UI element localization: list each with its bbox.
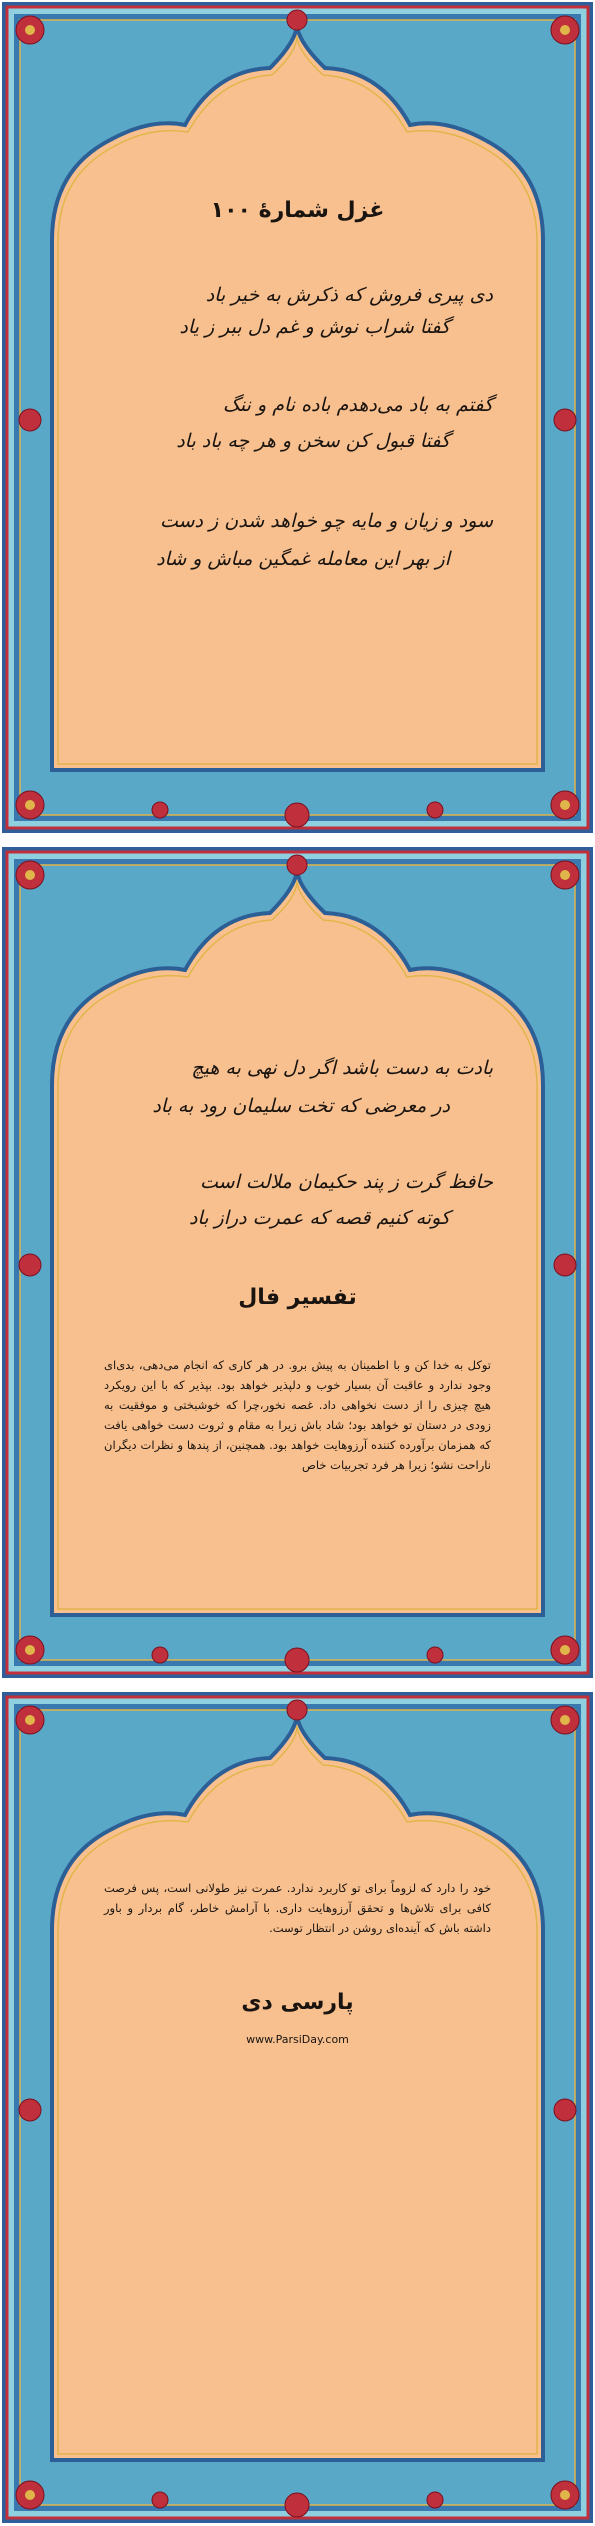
brand-title: پارسی دی xyxy=(241,1990,354,2015)
page-2 xyxy=(0,845,595,1680)
verse-4b: در معرضی که تخت سلیمان رود به باد xyxy=(152,1095,450,1117)
verse-2b: گفتا قبول کن سخن و هر چه باد باد xyxy=(176,430,450,452)
page-1 xyxy=(0,0,595,835)
verse-4a: بادت به دست باشد اگر دل نهی به هیچ xyxy=(191,1057,493,1079)
ghazal-title: غزل شمارهٔ ۱۰۰ xyxy=(210,198,385,223)
interpretation-paragraph-2: خود را دارد که لزوماً برای تو کاربرد ندارد. عمرت نیز طولانی است، پس فرصت کافی برای تلاش‌ها و تحقق آرزوهایت داری. با آرامش خاطر، گام بردار و باور داشته باش که آینده‌ای روشن در انتظار توست. xyxy=(104,1881,491,1935)
verse-3b: از بهر این معامله غمگین مباش و شاد xyxy=(156,548,450,570)
page-3 xyxy=(0,1690,595,2525)
site-url[interactable]: www.ParsiDay.com xyxy=(246,2033,349,2046)
verse-1a: دی پیری فروش که ذکرش به خیر باد xyxy=(205,284,493,306)
interpretation-paragraph-1: توکل به خدا کن و با اطمینان به پیش برو. در هر کاری که انجام می‌دهی، بدی‌ای وجود ندارد و عاقبت آن بسیار خوب و دلپذیر خواهد بود. بپذیر که با این رویکرد هیچ چیزی را از دست نخواهی داد. غصه نخور،چرا که خوشبختی و موفقیت به زودی در دستان تو خواهد بود؛ شاد باش زیرا به مقام و ثروت دست خواهی یافت که همزمان برآورده کننده آرزوهایت خواهد بود. همچنین، از پندها و نظرات دیگران ناراحت نشو؛ زیرا هر فرد تجربیات خاص xyxy=(104,1358,491,1472)
ornamental-frame xyxy=(0,1690,595,2525)
ornamental-frame xyxy=(0,845,595,1680)
verse-5b: کوته کنیم قصه که عمرت دراز باد xyxy=(188,1207,450,1229)
verse-2a: گفتم به باد می‌دهدم باده نام و ننگ xyxy=(222,394,493,416)
verse-5a: حافظ گرت ز پند حکیمان ملالت است xyxy=(200,1171,493,1193)
verse-1b: گفتا شراب نوش و غم دل ببر ز یاد xyxy=(179,316,450,338)
interpretation-title: تفسیر فال xyxy=(238,1285,357,1310)
verse-3a: سود و زیان و مایه چو خواهد شدن ز دست xyxy=(159,510,493,532)
